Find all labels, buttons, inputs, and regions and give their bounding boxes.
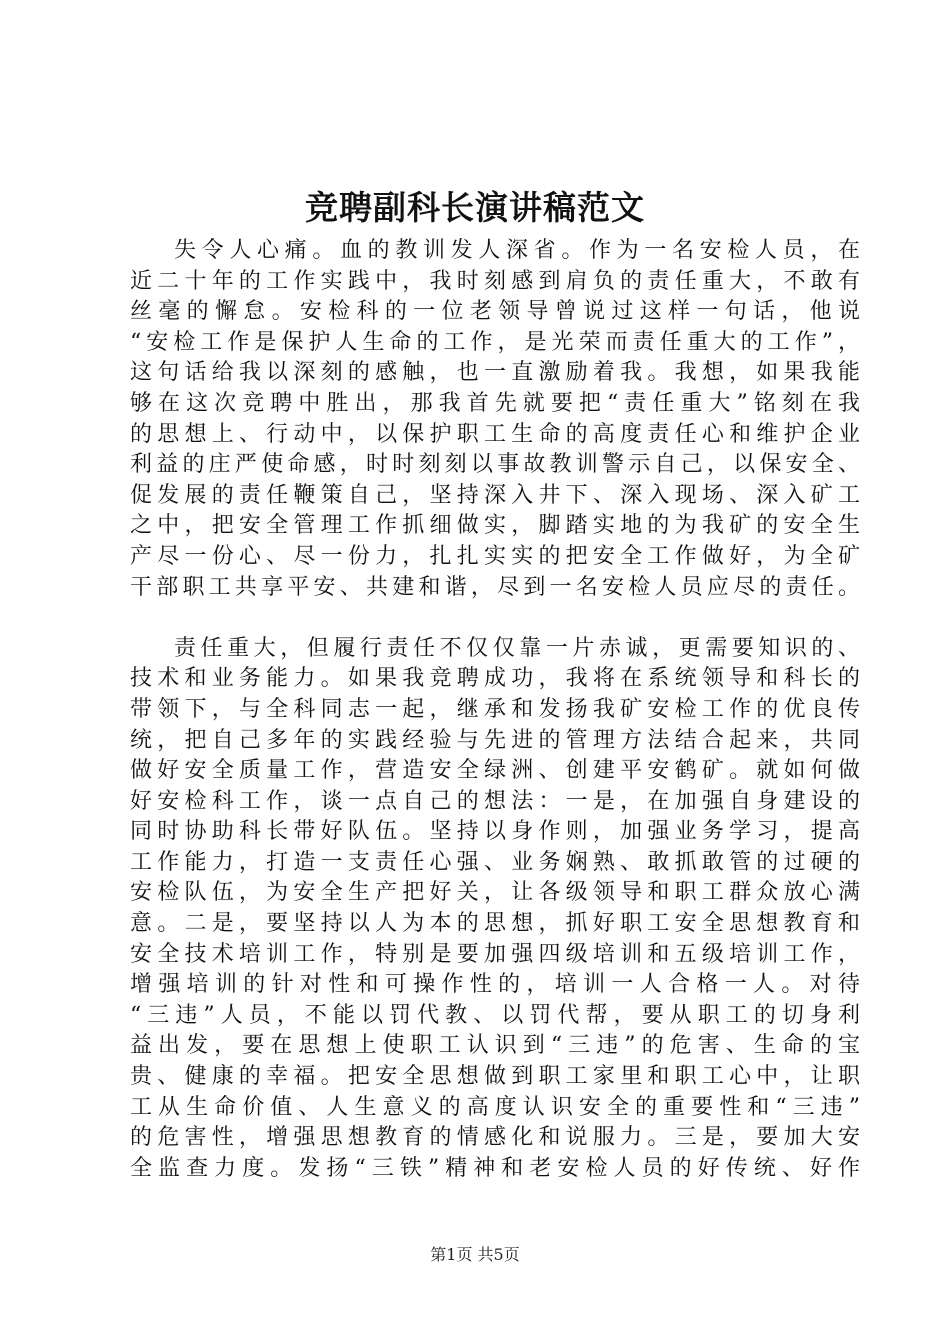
- page-footer: 第1页 共5页: [430, 1245, 520, 1264]
- paragraph-2-line: “三违”人员，不能以罚代教、以罚代帮，要从职工的切身利: [130, 1002, 860, 1028]
- paragraph-2-line: 责任重大，但履行责任不仅仅靠一片赤诚，更需要知识的、: [174, 635, 860, 661]
- paragraph-1-line: 丝毫的懈怠。安检科的一位老领导曾说过这样一句话，他说: [130, 299, 860, 325]
- paragraph-2-line: 增强培训的针对性和可操作性的，培训一人合格一人。对待: [130, 972, 860, 998]
- paragraph-1-line: 利益的庄严使命感，时时刻刻以事故教训警示自己，以保安全、: [130, 452, 860, 478]
- paragraph-2-line: 全监查力度。发扬“三铁”精神和老安检人员的好传统、好作: [130, 1155, 860, 1181]
- paragraph-1-line: 够在这次竞聘中胜出，那我首先就要把“责任重大”铭刻在我: [130, 390, 860, 416]
- paragraph-1-line: 促发展的责任鞭策自己，坚持深入井下、深入现场、深入矿工: [130, 482, 860, 508]
- paragraph-2-line: 技术和业务能力。如果我竞聘成功，我将在系统领导和科长的: [130, 666, 860, 692]
- paragraph-2-line: 好安检科工作，谈一点自己的想法：一是，在加强自身建设的: [130, 788, 860, 814]
- paragraph-1-line: 近二十年的工作实践中，我时刻感到肩负的责任重大，不敢有: [130, 268, 860, 294]
- paragraph-2-line: 工从生命价值、人生意义的高度认识安全的重要性和“三违”: [130, 1094, 860, 1120]
- paragraph-2-line: 贵、健康的幸福。把安全思想做到职工家里和职工心中，让职: [130, 1064, 860, 1090]
- paragraph-2-line: 工作能力，打造一支责任心强、业务娴熟、敢抓敢管的过硬的: [130, 849, 860, 875]
- paragraph-gap: [130, 603, 860, 634]
- document-title: 竞聘副科长演讲稿范文: [305, 188, 645, 227]
- document-body: [130, 236, 860, 1184]
- paragraph-2-line: 安检队伍，为安全生产把好关，让各级领导和职工群众放心满: [130, 880, 860, 906]
- paragraph-1-line: 失令人心痛。血的教训发人深省。作为一名安检人员，在: [174, 238, 860, 263]
- paragraph-1-line: 产尽一份心、尽一份力，扎扎实实的把安全工作做好，为全矿: [130, 543, 860, 569]
- paragraph-1-line: 的思想上、行动中，以保护职工生命的高度责任心和维护企业: [130, 421, 860, 447]
- paragraph-2-line: 的危害性，增强思想教育的情感化和说服力。三是，要加大安: [130, 1125, 860, 1151]
- paragraph-2-line: 带领下，与全科同志一起，继承和发扬我矿安检工作的优良传: [130, 696, 860, 722]
- paragraph-1-line: 干部职工共享平安、共建和谐，尽到一名安检人员应尽的责任。: [130, 574, 860, 600]
- paragraph-2-line: 意。二是，要坚持以人为本的思想，抓好职工安全思想教育和: [130, 911, 860, 937]
- paragraph-2-line: 安全技术培训工作，特别是要加强四级培训和五级培训工作，: [130, 941, 860, 967]
- paragraph-2-line: 统，把自己多年的实践经验与先进的管理方法结合起来，共同: [130, 727, 860, 753]
- paragraph-1-line: 之中，把安全管理工作抓细做实，脚踏实地的为我矿的安全生: [130, 513, 860, 539]
- paragraph-2-line: 做好安全质量工作，营造安全绿洲、创建平安鹤矿。就如何做: [130, 758, 860, 784]
- paragraph-2-line: 同时协助科长带好队伍。坚持以身作则，加强业务学习，提高: [130, 819, 860, 845]
- paragraph-1-line: “安检工作是保护人生命的工作，是光荣而责任重大的工作”，: [130, 329, 860, 355]
- paragraph-2-line: 益出发，要在思想上使职工认识到“三违”的危害、生命的宝: [130, 1033, 860, 1059]
- paragraph-1-line: 这句话给我以深刻的感触，也一直激励着我。我想，如果我能: [130, 360, 860, 386]
